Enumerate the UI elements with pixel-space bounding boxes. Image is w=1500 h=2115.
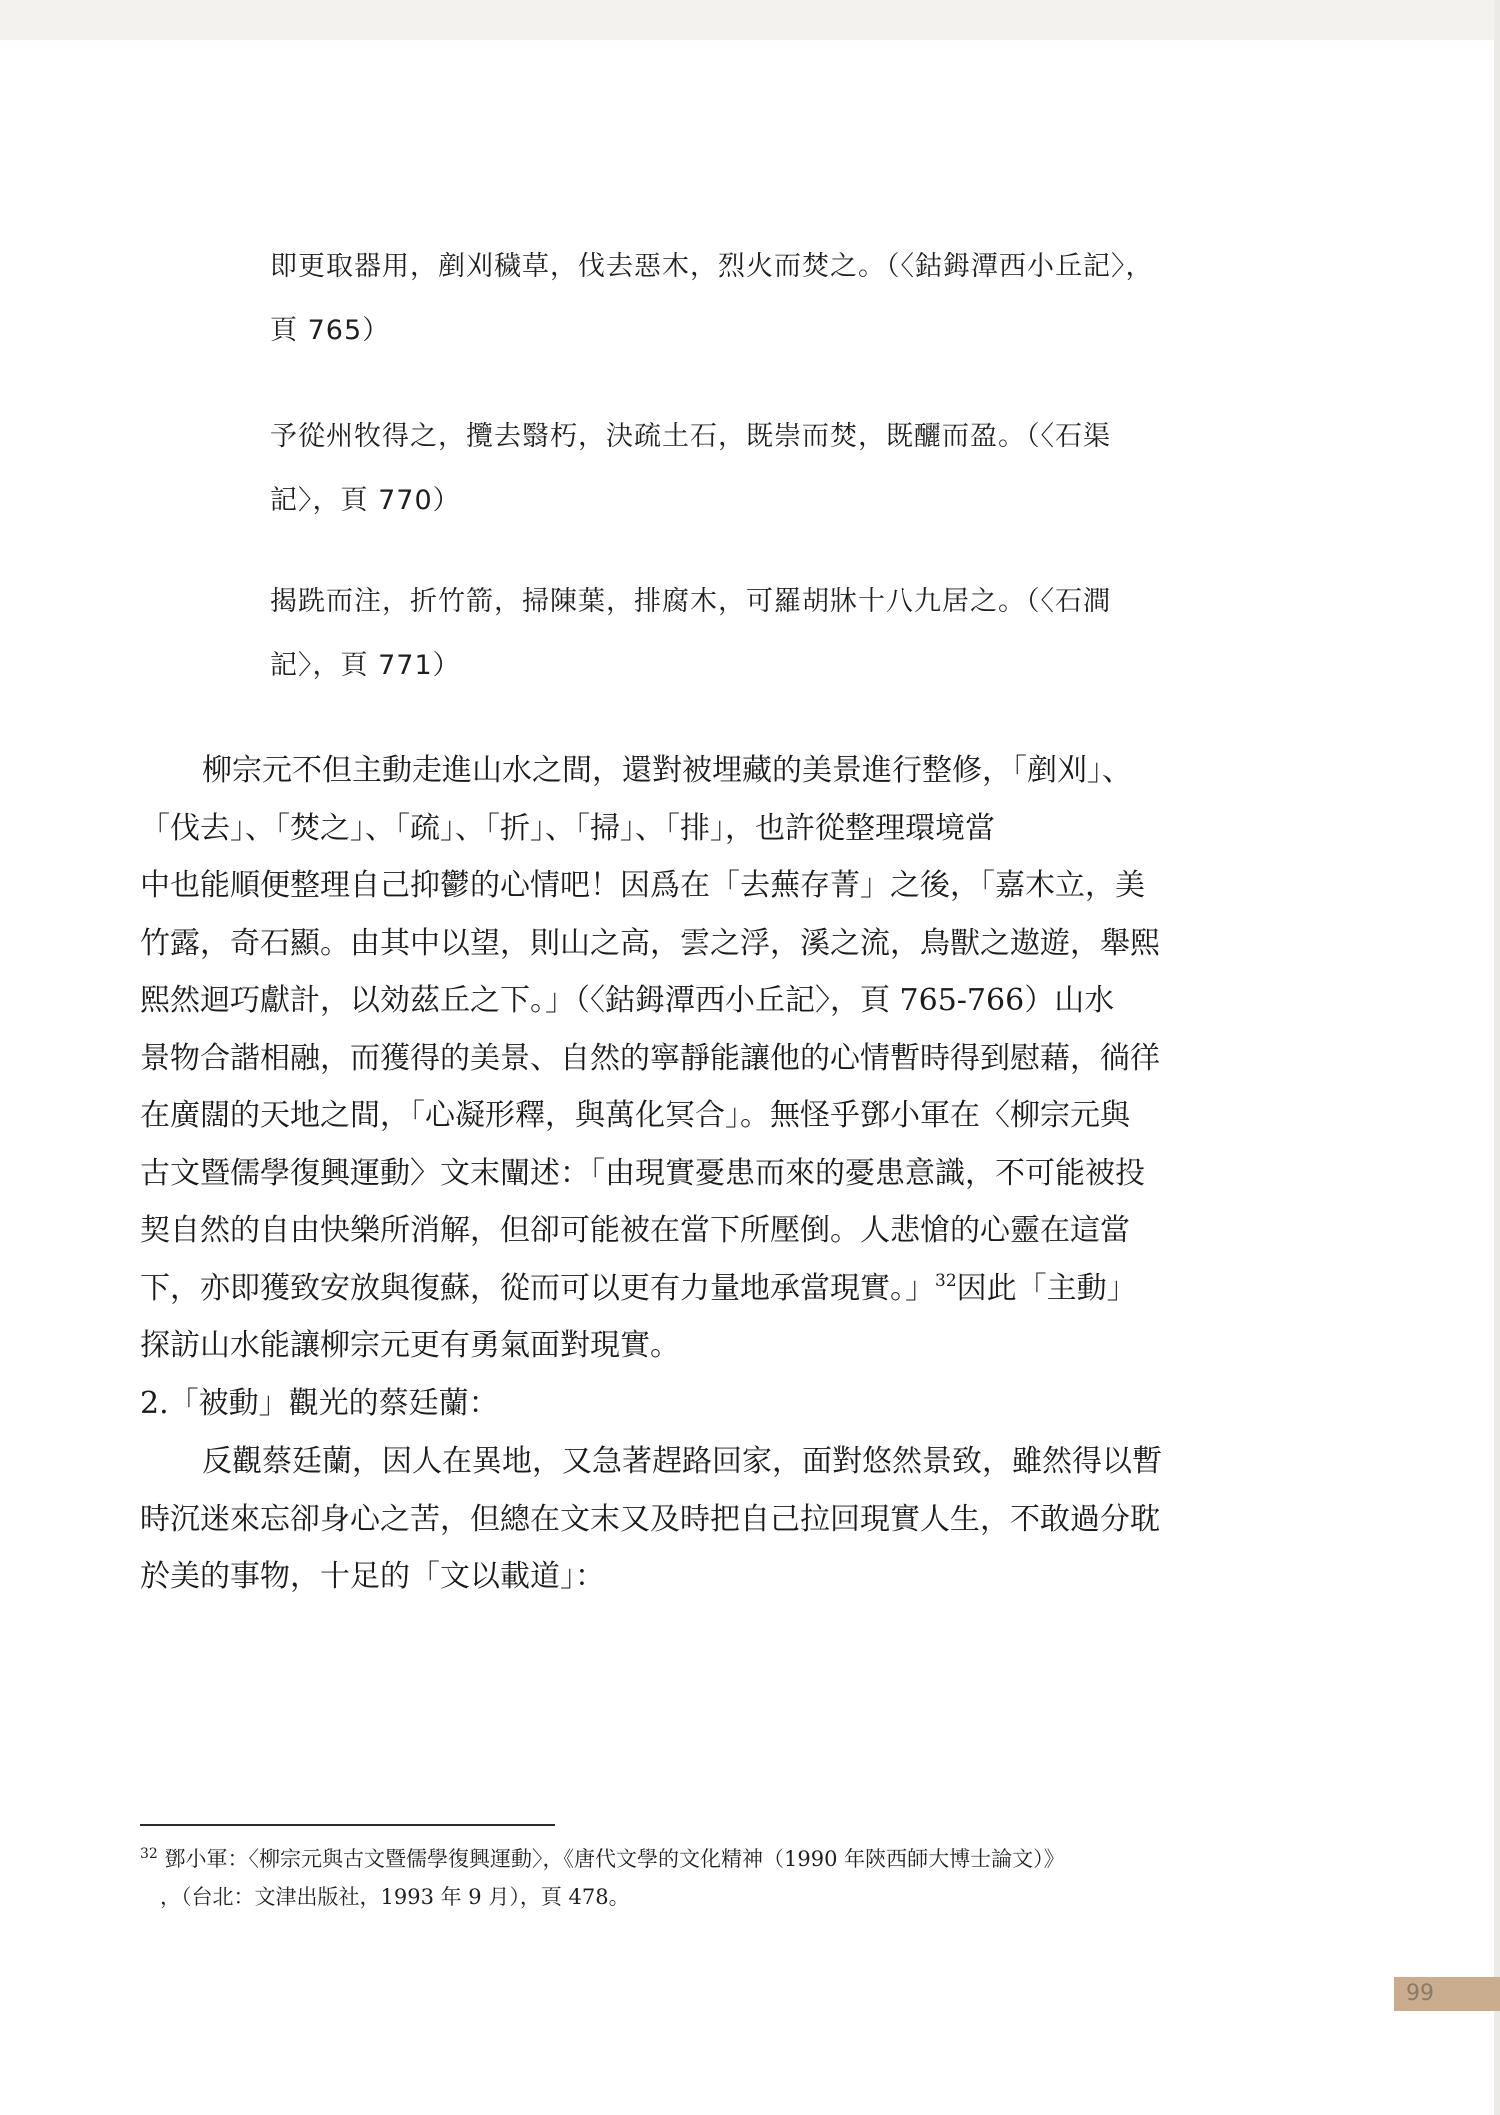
body-line: 中也能順便整理自己抑鬱的心情吧！因爲在「去蕪存菁」之後，「嘉木立，美 xyxy=(140,868,1145,903)
page-number-tab xyxy=(1394,1977,1500,2011)
body-line: 時沉迷來忘卻身心之苦，但總在文末又及時把自己拉回現實人生，不敢過分耽 xyxy=(140,1501,1160,1537)
body-line: 柳宗元不但主動走進山水之間，還對被埋藏的美景進行整修，「剷刈」、 xyxy=(202,753,1132,788)
footnote-divider xyxy=(140,1824,555,1826)
quote-line: 頁 765） xyxy=(270,315,391,346)
body-line: 景物合諧相融，而獲得的美景、自然的寧靜能讓他的心情暫時得到慰藉，徜徉 xyxy=(140,1040,1160,1076)
block-quote-1 xyxy=(270,235,1252,363)
body-paragraph-1 xyxy=(140,742,1255,1375)
body-line: 「伐去」、「焚之」、「疏」、「折」、「掃」、「排」，也許從整理環境當 xyxy=(140,810,995,846)
footnote-line: ，（台北：文津出版社，1993 年 9 月），頁 478。 xyxy=(160,1885,630,1909)
body-text: 因此「主動」 xyxy=(956,1270,1137,1306)
quote-line: 記〉，頁 771） xyxy=(270,650,461,681)
body-line: 於美的事物，十足的「文以載道」： xyxy=(140,1559,605,1594)
page-number: 99 xyxy=(1406,1981,1434,2006)
block-quote-3 xyxy=(270,570,1252,698)
quote-line: 記〉，頁 770） xyxy=(270,485,461,516)
body-text: 下，亦即獲致安放與復蘇，從而可以更有力量地承當現實。」 xyxy=(140,1270,935,1306)
body-line: 竹露，奇石顯。由其中以望，則山之高，雲之浮，溪之流，鳥獸之遨遊，舉熙 xyxy=(140,925,1160,961)
quote-line: 即更取器用，剷刈穢草，伐去惡木，烈火而焚之。（〈鈷鉧潭西小丘記〉， xyxy=(270,251,1154,282)
body-line: 反觀蔡廷蘭，因人在異地，又急著趕路回家，面對悠然景致，雖然得以暫 xyxy=(202,1444,1162,1479)
footnote-reference[interactable]: 32 xyxy=(935,1270,957,1291)
body-line: 契自然的自由快樂所消解，但卻可能被在當下所壓倒。人悲愴的心靈在這當 xyxy=(140,1213,1130,1248)
body-paragraph-2 xyxy=(140,1433,1255,1606)
body-line-with-footnote xyxy=(140,1260,1255,1318)
quote-line: 揭跣而注，折竹箭，掃陳葉，排腐木，可羅胡牀十八九居之。（〈石澗 xyxy=(270,586,1111,617)
body-line: 在廣闊的天地之間，「心凝形釋，與萬化冥合」。無怪乎鄧小軍在〈柳宗元與 xyxy=(140,1098,1130,1133)
footnote-text: 鄧小軍：〈柳宗元與古文暨儒學復興運動〉，《唐代文學的文化精神（1990 年陝西師大博士論文）》 xyxy=(164,1847,1065,1871)
footnote xyxy=(140,1840,1270,1916)
quote-line: 予從州牧得之，攬去翳朽，決疏土石，既崇而焚，既釃而盈。（〈石渠 xyxy=(270,421,1111,452)
block-quote-2 xyxy=(270,405,1252,533)
scan-top-band xyxy=(0,0,1500,40)
body-line: 熙然迴巧獻計，以効茲丘之下。」（〈鈷鉧潭西小丘記〉，頁 765-766）山水 xyxy=(140,983,1115,1018)
section-heading-text: 2.「被動」觀光的蔡廷蘭： xyxy=(140,1386,499,1421)
section-heading xyxy=(140,1375,1255,1433)
body-line: 古文暨儒學復興運動〉文末闡述：「由現實憂患而來的憂患意識，不可能被投 xyxy=(140,1155,1145,1191)
footnote-line xyxy=(140,1840,1270,1878)
scan-right-edge xyxy=(1494,0,1500,2115)
body-line: 探訪山水能讓柳宗元更有勇氣面對現實。 xyxy=(140,1328,680,1363)
footnote-marker: 32 xyxy=(140,1846,158,1862)
